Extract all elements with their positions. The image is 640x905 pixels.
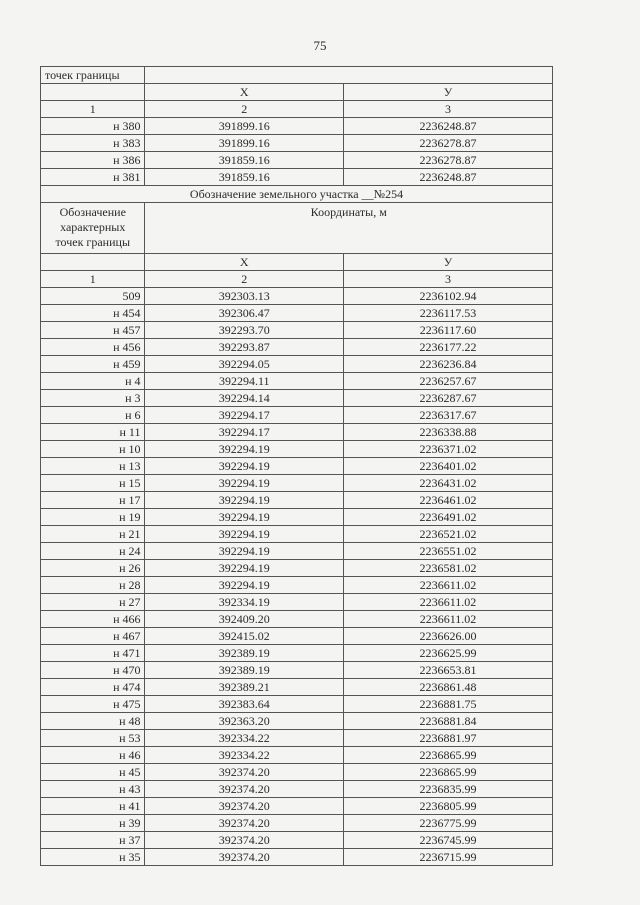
y-coord-cell: 2236278.87 <box>344 135 553 152</box>
x-coord-cell: 392306.47 <box>145 305 344 322</box>
y-coord-cell: 2236338.88 <box>344 424 553 441</box>
point-id-cell: н 46 <box>41 747 145 764</box>
coordinates-table <box>40 66 553 866</box>
point-id-cell: н 45 <box>41 764 145 781</box>
table-row <box>41 662 553 679</box>
y-coord-cell: 2236881.97 <box>344 730 553 747</box>
point-id-cell: н 24 <box>41 543 145 560</box>
x-coord-cell: 392294.19 <box>145 509 344 526</box>
x-coord-cell: 392294.05 <box>145 356 344 373</box>
point-id-cell: н 4 <box>41 373 145 390</box>
point-id-cell: н 26 <box>41 560 145 577</box>
y-coord-cell: 2236653.81 <box>344 662 553 679</box>
table-row <box>41 713 553 730</box>
point-id-cell: н 383 <box>41 135 145 152</box>
x-coord-cell: 391899.16 <box>145 118 344 135</box>
x-coord-cell: 392294.19 <box>145 475 344 492</box>
y-coord-cell: 2236715.99 <box>344 849 553 866</box>
point-id-cell: н 386 <box>41 152 145 169</box>
point-id-cell: н 37 <box>41 832 145 849</box>
index-cell-3: 3 <box>344 271 553 288</box>
x-coord-cell: 392374.20 <box>145 798 344 815</box>
point-id-cell: н 21 <box>41 526 145 543</box>
table-row <box>41 169 553 186</box>
y-coord-cell: 2236805.99 <box>344 798 553 815</box>
y-coord-cell: 2236865.99 <box>344 747 553 764</box>
y-coord-cell: 2236278.87 <box>344 152 553 169</box>
y-coord-cell: 2236248.87 <box>344 118 553 135</box>
point-id-cell: н 35 <box>41 849 145 866</box>
x-coord-cell: 392294.19 <box>145 543 344 560</box>
index-cell-3: 3 <box>344 101 553 118</box>
x-coord-cell: 392294.19 <box>145 560 344 577</box>
table-row <box>41 118 553 135</box>
axis-header-row <box>41 84 553 101</box>
point-id-cell: н 381 <box>41 169 145 186</box>
y-coord-cell: 2236835.99 <box>344 781 553 798</box>
y-coord-cell: 2236611.02 <box>344 577 553 594</box>
table-row <box>41 730 553 747</box>
point-id-cell: н 3 <box>41 390 145 407</box>
y-coord-cell: 2236551.02 <box>344 543 553 560</box>
table-row <box>41 781 553 798</box>
axis-header-empty <box>41 254 145 271</box>
index-cell-1: 1 <box>41 101 145 118</box>
table-row <box>41 628 553 645</box>
table-row <box>41 560 553 577</box>
table-row <box>41 322 553 339</box>
point-id-cell: н 41 <box>41 798 145 815</box>
col-x-header: X <box>145 254 344 271</box>
x-coord-cell: 392389.21 <box>145 679 344 696</box>
x-coord-cell: 392415.02 <box>145 628 344 645</box>
table-row <box>41 492 553 509</box>
y-coord-cell: 2236625.99 <box>344 645 553 662</box>
x-coord-cell: 392389.19 <box>145 662 344 679</box>
x-coord-cell: 392294.17 <box>145 424 344 441</box>
index-row <box>41 101 553 118</box>
y-coord-cell: 2236102.94 <box>344 288 553 305</box>
x-coord-cell: 392374.20 <box>145 832 344 849</box>
table-row <box>41 424 553 441</box>
axis-header-empty <box>41 84 145 101</box>
table-row <box>41 152 553 169</box>
y-coord-cell: 2236881.75 <box>344 696 553 713</box>
point-id-cell: н 53 <box>41 730 145 747</box>
table-row <box>41 305 553 322</box>
point-id-cell: н 380 <box>41 118 145 135</box>
point-id-cell: н 10 <box>41 441 145 458</box>
y-coord-cell: 2236611.02 <box>344 594 553 611</box>
point-id-cell: н 471 <box>41 645 145 662</box>
x-coord-cell: 392374.20 <box>145 764 344 781</box>
point-id-cell: 509 <box>41 288 145 305</box>
x-coord-cell: 392334.22 <box>145 730 344 747</box>
table-row <box>41 577 553 594</box>
points-header-cell: точек границы <box>41 67 145 84</box>
x-coord-cell: 392334.22 <box>145 747 344 764</box>
index-row <box>41 271 553 288</box>
point-id-cell: н 13 <box>41 458 145 475</box>
point-id-cell: н 17 <box>41 492 145 509</box>
x-coord-cell: 392294.19 <box>145 526 344 543</box>
table-row <box>41 475 553 492</box>
parcel-title: Обозначение земельного участка __№254 <box>41 186 553 203</box>
y-coord-cell: 2236401.02 <box>344 458 553 475</box>
table-row <box>41 594 553 611</box>
y-coord-cell: 2236861.48 <box>344 679 553 696</box>
table-row <box>41 509 553 526</box>
table-row <box>41 356 553 373</box>
table-row <box>41 611 553 628</box>
table-row <box>41 526 553 543</box>
y-coord-cell: 2236881.84 <box>344 713 553 730</box>
y-coord-cell: 2236257.67 <box>344 373 553 390</box>
x-coord-cell: 391859.16 <box>145 152 344 169</box>
x-coord-cell: 392363.20 <box>145 713 344 730</box>
x-coord-cell: 392383.64 <box>145 696 344 713</box>
y-coord-cell: 2236317.67 <box>344 407 553 424</box>
table-row <box>41 288 553 305</box>
table-row <box>41 373 553 390</box>
y-coord-cell: 2236581.02 <box>344 560 553 577</box>
point-id-cell: н 19 <box>41 509 145 526</box>
index-cell-2: 2 <box>145 271 344 288</box>
table-row <box>41 798 553 815</box>
y-coord-cell: 2236775.99 <box>344 815 553 832</box>
y-coord-cell: 2236371.02 <box>344 441 553 458</box>
index-cell-2: 2 <box>145 101 344 118</box>
y-coord-cell: 2236236.84 <box>344 356 553 373</box>
x-coord-cell: 392294.19 <box>145 441 344 458</box>
table-row <box>41 339 553 356</box>
point-id-cell: н 470 <box>41 662 145 679</box>
point-id-cell: н 27 <box>41 594 145 611</box>
x-coord-cell: 391899.16 <box>145 135 344 152</box>
y-coord-cell: 2236611.02 <box>344 611 553 628</box>
y-coord-cell: 2236248.87 <box>344 169 553 186</box>
x-coord-cell: 392389.19 <box>145 645 344 662</box>
x-coord-cell: 392294.19 <box>145 458 344 475</box>
y-coord-cell: 2236287.67 <box>344 390 553 407</box>
y-coord-cell: 2236745.99 <box>344 832 553 849</box>
y-coord-cell: 2236177.22 <box>344 339 553 356</box>
table-row <box>41 543 553 560</box>
table-row <box>41 679 553 696</box>
coords-header-cell-empty <box>145 67 553 84</box>
y-coord-cell: 2236865.99 <box>344 764 553 781</box>
x-coord-cell: 392293.70 <box>145 322 344 339</box>
point-id-cell: н 15 <box>41 475 145 492</box>
table-row <box>41 390 553 407</box>
y-coord-cell: 2236117.53 <box>344 305 553 322</box>
y-coord-cell: 2236461.02 <box>344 492 553 509</box>
table-row <box>41 458 553 475</box>
col-y-header: У <box>344 84 553 101</box>
point-id-cell: н 43 <box>41 781 145 798</box>
table-row <box>41 407 553 424</box>
x-coord-cell: 392334.19 <box>145 594 344 611</box>
index-cell-1: 1 <box>41 271 145 288</box>
table-row <box>41 135 553 152</box>
point-id-cell: н 454 <box>41 305 145 322</box>
table-row <box>41 645 553 662</box>
table-row <box>41 832 553 849</box>
x-coord-cell: 392294.19 <box>145 577 344 594</box>
col-x-header: X <box>145 84 344 101</box>
y-coord-cell: 2236431.02 <box>344 475 553 492</box>
point-id-cell: н 6 <box>41 407 145 424</box>
point-id-cell: н 28 <box>41 577 145 594</box>
point-id-cell: н 459 <box>41 356 145 373</box>
point-id-cell: н 474 <box>41 679 145 696</box>
point-id-cell: н 11 <box>41 424 145 441</box>
table-row <box>41 764 553 781</box>
page-number: 75 <box>313 38 327 53</box>
coords-header-cell: Координаты, м <box>145 203 553 254</box>
point-id-cell: н 467 <box>41 628 145 645</box>
points-header-cell: Обозначение характерных точек границы <box>41 203 145 254</box>
point-id-cell: н 466 <box>41 611 145 628</box>
col-y-header: У <box>344 254 553 271</box>
table-row <box>41 441 553 458</box>
parcel-title-row <box>41 186 553 203</box>
x-coord-cell: 392374.20 <box>145 815 344 832</box>
y-coord-cell: 2236491.02 <box>344 509 553 526</box>
x-coord-cell: 392294.11 <box>145 373 344 390</box>
x-coord-cell: 392294.17 <box>145 407 344 424</box>
x-coord-cell: 392374.20 <box>145 849 344 866</box>
table-row <box>41 849 553 866</box>
point-id-cell: н 475 <box>41 696 145 713</box>
x-coord-cell: 392294.14 <box>145 390 344 407</box>
axis-header-row <box>41 254 553 271</box>
y-coord-cell: 2236521.02 <box>344 526 553 543</box>
table-header-row <box>41 67 553 84</box>
table-row <box>41 747 553 764</box>
point-id-cell: н 457 <box>41 322 145 339</box>
x-coord-cell: 392294.19 <box>145 492 344 509</box>
x-coord-cell: 392293.87 <box>145 339 344 356</box>
point-id-cell: н 456 <box>41 339 145 356</box>
table-row <box>41 815 553 832</box>
x-coord-cell: 392303.13 <box>145 288 344 305</box>
x-coord-cell: 392374.20 <box>145 781 344 798</box>
y-coord-cell: 2236626.00 <box>344 628 553 645</box>
point-id-cell: н 48 <box>41 713 145 730</box>
x-coord-cell: 392409.20 <box>145 611 344 628</box>
x-coord-cell: 391859.16 <box>145 169 344 186</box>
point-id-cell: н 39 <box>41 815 145 832</box>
table-row <box>41 696 553 713</box>
y-coord-cell: 2236117.60 <box>344 322 553 339</box>
